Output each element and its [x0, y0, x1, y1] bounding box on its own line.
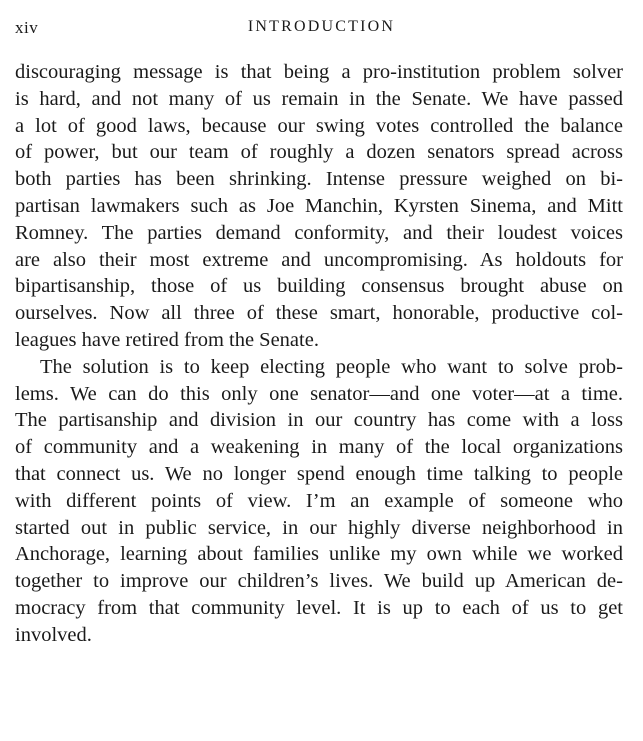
- paragraph: [15, 59, 623, 354]
- page-number: xiv: [15, 18, 39, 37]
- text-line: lems. We can do this only one senator—and one voter—at a time.: [15, 382, 623, 405]
- text-line: mocracy from that community level. It is up to each of us to get: [15, 596, 623, 619]
- text-line: involved.: [15, 623, 92, 646]
- text-line: started out in public service, in our highly diverse neighborhood in: [15, 516, 623, 539]
- text-line: together to improve our children’s lives. We build up American de-: [15, 570, 623, 593]
- text-line: Anchorage, learning about families unlike my own while we worked: [15, 543, 623, 566]
- text-line: The partisanship and division in our country has come with a loss: [15, 409, 623, 432]
- text-line: The solution is to keep electing people who want to solve prob-: [40, 355, 623, 378]
- chapter-title: INTRODUCTION: [247, 18, 396, 35]
- text-line: discouraging message is that being a pro-institution problem solver: [15, 61, 623, 83]
- text-line: of community and a weakening in many of the local organizations: [15, 436, 623, 459]
- text-line: a lot of good laws, because our swing votes controlled the balance: [15, 114, 623, 137]
- text-line: of power, but our team of roughly a dozen senators spread across: [15, 141, 623, 164]
- text-line: partisan lawmakers such as Joe Manchin, Kyrsten Sinema, and Mitt: [15, 194, 623, 217]
- text-line: both parties has been shrinking. Intense pressure weighed on bi-: [15, 168, 623, 191]
- running-head: [0, 18, 643, 42]
- paragraph: [15, 354, 623, 649]
- text-line: with different points of view. I’m an example of someone who: [15, 489, 623, 512]
- text-line: is hard, and not many of us remain in the Senate. We have passed: [15, 87, 623, 110]
- text-line: are also their most extreme and uncompromising. As holdouts for: [15, 248, 623, 271]
- text-line: that connect us. We no longer spend enough time talking to people: [15, 462, 623, 485]
- text-line: Romney. The parties demand conformity, and their loudest voices: [15, 221, 623, 244]
- text-line: ourselves. Now all three of these smart, honorable, productive col-: [15, 302, 623, 325]
- text-line: bipartisanship, those of us building consensus brought abuse on: [15, 275, 623, 298]
- body-text: [15, 59, 623, 649]
- text-line: leagues have retired from the Senate.: [15, 328, 319, 351]
